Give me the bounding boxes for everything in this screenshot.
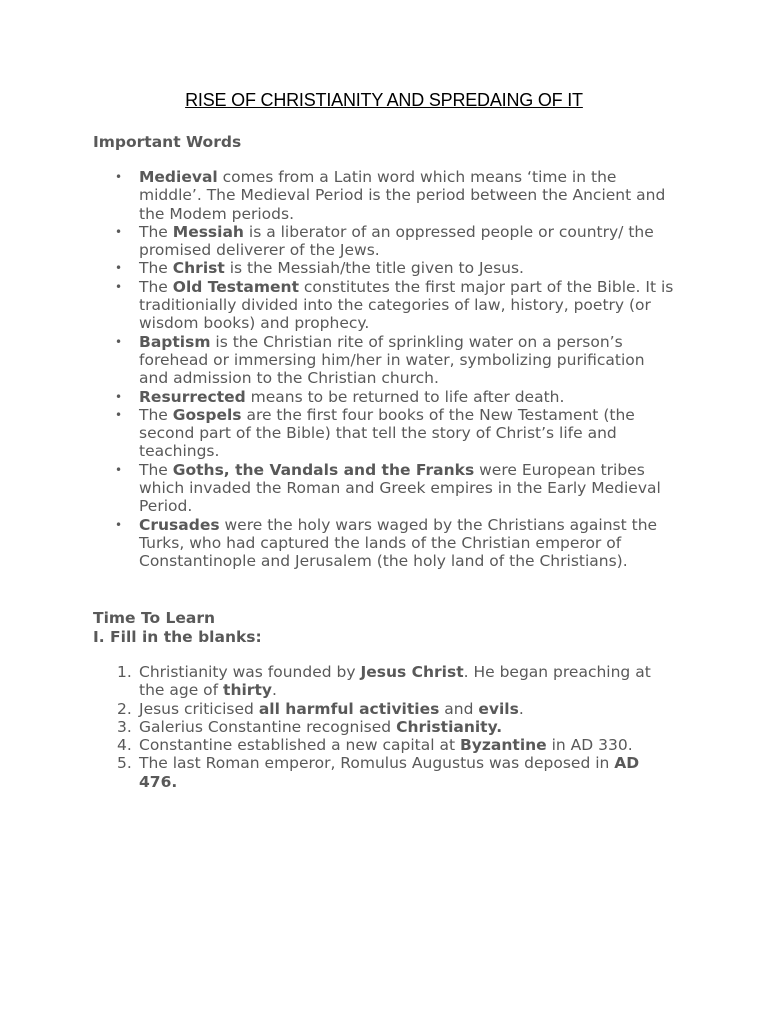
item-text: means to be returned to life after death. <box>245 387 565 406</box>
item-text: in AD 330. <box>546 736 633 755</box>
item-number: 3. <box>117 717 132 736</box>
item-text: comes from a Latin word which means ‘time in the middle’. The Medieval Period is the period between the Ancient and the Modem periods. <box>139 168 666 223</box>
item-term: Medieval <box>139 168 218 186</box>
item-term: Resurrected <box>139 387 246 406</box>
item-text: were European tribes which invaded the Roman and Greek empires in the Early Medieval Period. <box>139 460 661 516</box>
item-term: Crusades <box>139 515 220 534</box>
item-text: The <box>139 277 173 296</box>
item-text: constitutes the first major part of the Bible. It is traditionially divided into the categories of law, history, poetry (or wisdom books) and prophecy. <box>139 277 674 333</box>
item-text: are the first four books of the New Testament (the second part of the Bible) that tell the story of Christ’s life and teachings. <box>139 405 635 461</box>
item-text: The last Roman emperor, Romulus Augustus was deposed in <box>139 754 615 773</box>
item-text: . He began preaching at the age of <box>139 663 651 700</box>
answer: AD 476. <box>139 754 640 791</box>
list-item <box>93 223 678 260</box>
item-term: Gospels <box>172 405 242 424</box>
item-text: The <box>139 259 173 278</box>
item-text: The <box>139 222 173 241</box>
item-number: 5. <box>117 754 132 773</box>
item-term: Old Testament <box>172 277 299 296</box>
list-item <box>93 388 678 406</box>
list-item <box>93 406 678 461</box>
item-text: is the Messiah/the title given to Jesus. <box>224 259 524 278</box>
list-item <box>93 718 678 736</box>
item-text: were the holy wars waged by the Christians against the Turks, who had captured the lands of the Christian emperor of Constantinople and Jerusalem (the holy land of the Christians). <box>139 515 658 571</box>
fill-in-blanks-heading: I. Fill in the blanks: <box>93 628 262 646</box>
list-item <box>93 736 678 754</box>
item-term: Messiah <box>172 222 244 241</box>
item-text: The <box>139 460 173 479</box>
list-item <box>93 278 678 333</box>
item-text: is the Christian rite of sprinkling water on a person’s forehead or immersing him/her in water, symbolizing purification and admission to the Christian church. <box>139 332 645 388</box>
list-item <box>93 700 678 718</box>
list-item <box>93 333 678 388</box>
document-title: RISE OF CHRISTIANITY AND SPREDAING OF IT <box>185 90 583 110</box>
item-text: Constantine established a new capital at <box>139 736 460 755</box>
answer: Christianity. <box>396 717 503 736</box>
answer: Jesus Christ <box>360 663 464 681</box>
item-number: 1. <box>117 663 132 681</box>
list-item <box>93 461 678 516</box>
answer: all harmful activities <box>258 699 440 718</box>
list-item <box>93 663 678 700</box>
list-item <box>93 754 678 791</box>
list-item <box>93 516 678 571</box>
item-number: 4. <box>117 736 132 755</box>
item-term: Christ <box>172 259 225 278</box>
important-words-list <box>93 168 678 571</box>
answer: thirty <box>223 681 272 700</box>
item-text: is a liberator of an oppressed people or country/ the promised deliverer of the Jews. <box>139 222 654 260</box>
time-to-learn-heading: Time To Learn <box>93 609 216 627</box>
item-text: and <box>439 699 479 718</box>
item-text: . <box>518 699 524 718</box>
item-term: Baptism <box>139 332 211 351</box>
item-text: Galerius Constantine recognised <box>139 717 397 736</box>
item-number: 2. <box>117 699 132 718</box>
answer: Byzantine <box>459 736 547 755</box>
list-item <box>93 259 678 277</box>
answer: evils <box>478 699 519 718</box>
list-item <box>93 168 678 223</box>
item-text: . <box>271 681 277 700</box>
important-words-heading: Important Words <box>93 133 242 151</box>
item-text: Jesus criticised <box>139 699 259 718</box>
item-term: Goths, the Vandals and the Franks <box>172 460 475 479</box>
item-text: The <box>139 405 173 424</box>
fill-in-blanks-list <box>93 663 678 791</box>
item-text: Christianity was founded by <box>139 663 361 681</box>
